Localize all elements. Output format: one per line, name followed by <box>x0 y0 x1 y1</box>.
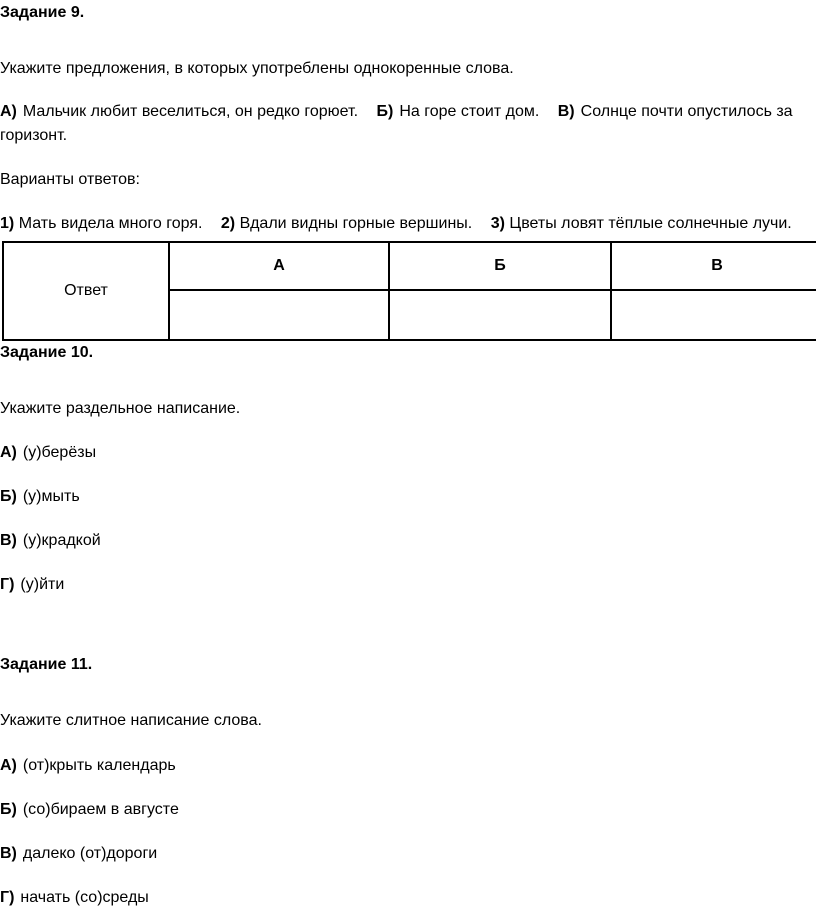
answer-cell-b[interactable] <box>389 290 611 340</box>
statement-a-letter: А) <box>0 103 17 120</box>
task9-prompt: Укажите предложения, в которых употреблены однокоренные слова. <box>0 60 514 77</box>
answer-table <box>2 241 816 341</box>
task9-title: Задание 9. <box>0 4 85 21</box>
task10-title: Задание 10. <box>0 344 94 361</box>
statement-a-text: Мальчик любит веселиться, он редко горюет. <box>22 103 359 120</box>
item-letter: Б) <box>0 801 17 818</box>
task11-item-c <box>0 844 157 864</box>
task11-item-a <box>0 756 176 776</box>
task11-title: Задание 11. <box>0 656 93 673</box>
answer-col-a: А <box>169 242 389 290</box>
answer-col-b: Б <box>389 242 611 290</box>
statement-b-text: На горе стоит дом. <box>399 103 540 120</box>
item-text: (у)мыть <box>22 488 80 505</box>
answer-cell-c[interactable] <box>611 290 816 340</box>
task11-prompt: Укажите слитное написание слова. <box>0 712 262 729</box>
item-letter: Б) <box>0 488 17 505</box>
item-letter: Г) <box>0 576 15 593</box>
item-text: (со)бираем в августе <box>22 801 179 818</box>
item-letter: В) <box>0 845 17 862</box>
item-text: начать (со)среды <box>20 889 149 906</box>
statement-c-letter: В) <box>557 103 575 120</box>
option-1-text: Мать видела много горя. <box>18 215 203 232</box>
task10-item-c <box>0 531 101 551</box>
option-3-num: 3) <box>490 215 505 232</box>
task9-statement-continuation: горизонт. <box>0 127 68 144</box>
task11-item-b <box>0 800 179 820</box>
task10-item-a <box>0 443 96 463</box>
answer-row-label: Ответ <box>3 242 169 340</box>
item-text: (у)крадкой <box>22 532 101 549</box>
item-letter: А) <box>0 444 17 461</box>
statement-c-text: Солнце почти опустилось за <box>580 103 793 120</box>
task9-statements <box>0 102 793 122</box>
item-letter: В) <box>0 532 17 549</box>
item-letter: Г) <box>0 889 15 906</box>
item-text: (от)крыть календарь <box>22 757 176 774</box>
option-2-num: 2) <box>220 215 236 232</box>
task11-item-d <box>0 888 149 908</box>
answer-col-c: В <box>611 242 816 290</box>
task9-options <box>0 214 792 234</box>
item-text: (у)йти <box>20 576 65 593</box>
task10-item-b <box>0 487 80 507</box>
item-letter: А) <box>0 757 17 774</box>
item-text: далеко (от)дороги <box>22 845 158 862</box>
option-1-num: 1) <box>0 215 15 232</box>
task10-item-d <box>0 575 64 595</box>
option-3-text: Цветы ловят тёплые солнечные лучи. <box>509 215 792 232</box>
answer-cell-a[interactable] <box>169 290 389 340</box>
statement-b-letter: Б) <box>376 103 394 120</box>
option-2-text: Вдали видны горные вершины. <box>239 215 473 232</box>
task10-prompt: Укажите раздельное написание. <box>0 400 241 417</box>
item-text: (у)берёзы <box>22 444 97 461</box>
task9-options-label: Варианты ответов: <box>0 171 140 188</box>
